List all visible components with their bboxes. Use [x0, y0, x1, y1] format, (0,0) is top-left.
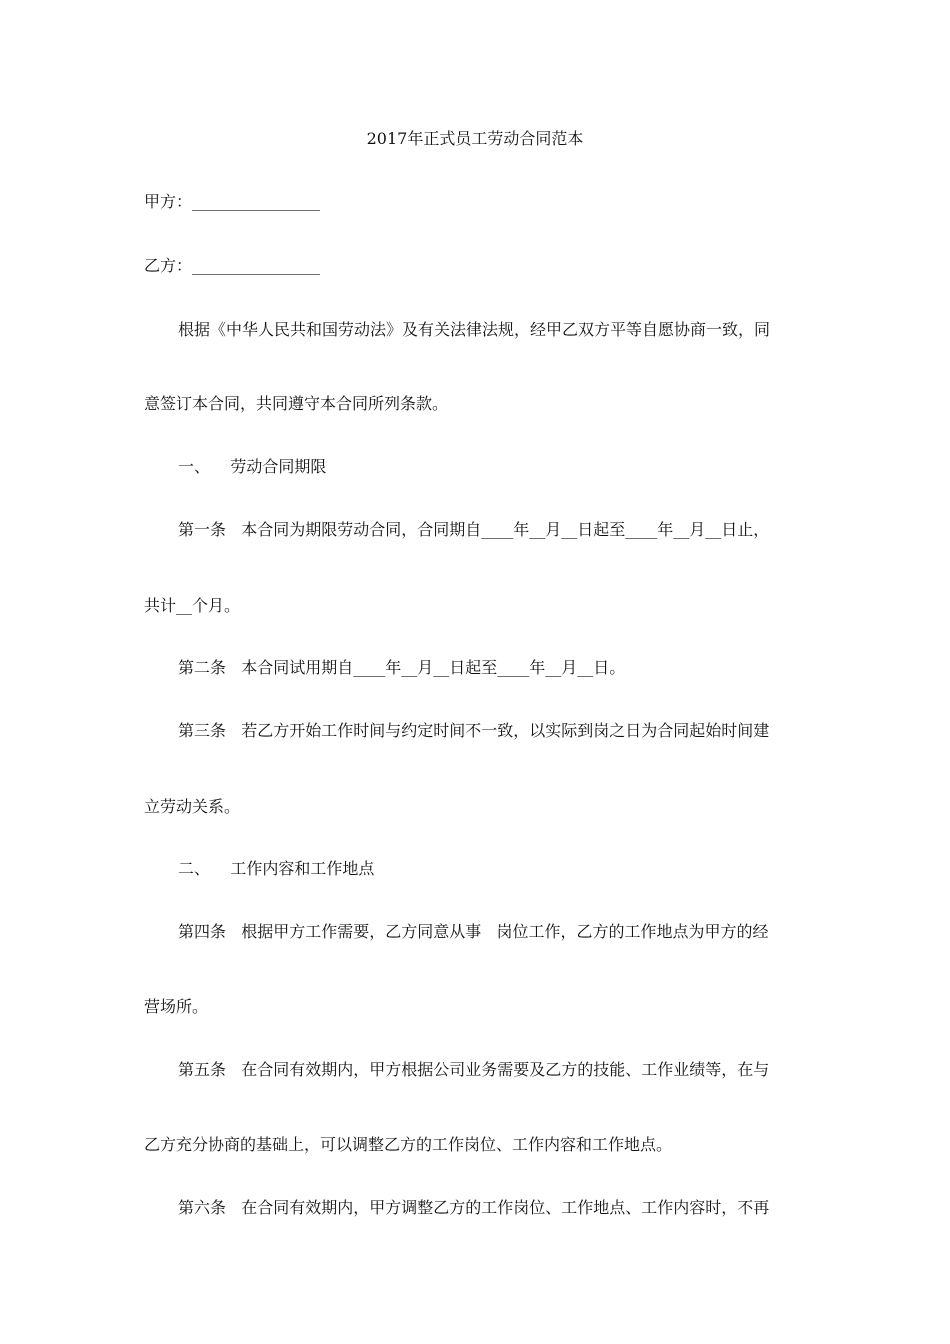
article-5-line-1: 第五条 在合同有效期内，甲方根据公司业务需要及乙方的技能、工作业绩等，在与 [178, 1060, 770, 1079]
preamble-line-1: 根据《中华人民共和国劳动法》及有关法律法规，经甲乙双方平等自愿协商一致，同 [178, 320, 771, 339]
party-b-line: 乙方：________________ [144, 256, 321, 275]
article-1-line-1: 第一条 本合同为期限劳动合同，合同期自____年__月__日起至____年__月__日止， [178, 520, 770, 539]
article-1-line-2: 共计__个月。 [144, 596, 241, 615]
article-5-line-2: 乙方充分协商的基础上，可以调整乙方的工作岗位、工作内容和工作地点。 [144, 1135, 673, 1154]
article-6-line-1: 第六条 在合同有效期内，甲方调整乙方的工作岗位、工作地点、工作内容时，不再 [178, 1198, 770, 1217]
section-1-heading: 一、 劳动合同期限 [178, 457, 327, 476]
preamble-line-2: 意签订本合同，共同遵守本合同所列条款。 [144, 394, 449, 413]
party-a-line: 甲方：________________ [144, 192, 321, 211]
document-title: 2017年正式员工劳动合同范本 [366, 129, 584, 148]
article-2-line: 第二条 本合同试用期自____年__月__日起至____年__月__日。 [178, 658, 626, 677]
article-4-line-2: 营场所。 [144, 997, 209, 1016]
article-3-line-2: 立劳动关系。 [144, 797, 241, 816]
article-4-line-1: 第四条 根据甲方工作需要，乙方同意从事 岗位工作，乙方的工作地点为甲方的经 [178, 922, 769, 941]
section-2-heading: 二、 工作内容和工作地点 [178, 859, 375, 878]
article-3-line-1: 第三条 若乙方开始工作时间与约定时间不一致，以实际到岗之日为合同起始时间建 [178, 721, 770, 740]
